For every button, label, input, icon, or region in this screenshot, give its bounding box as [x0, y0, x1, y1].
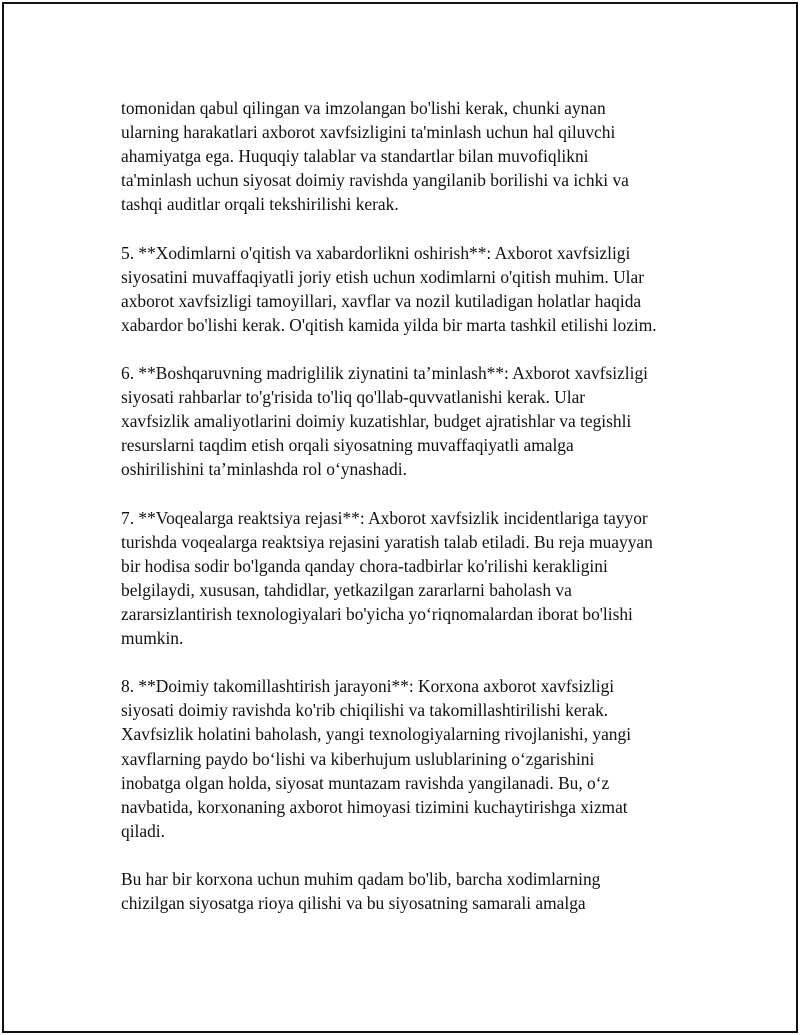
paragraph-item-8: 8. **Doimiy takomillashtirish jarayoni**: Korxona axborot xavfsizligi siyosati doimiy ravishda ko'rib chiqilishi va takomillashtirilishi kerak. Xavfsizlik holatini baholash, yangi texnologiyalarning rivojlanishi, yangi xavflarning paydo bo‘lishi va kiberhujum uslublarining o‘zgarishini inobatga olgan holda, siyosat muntazam ravishda yangilanadi. Bu, o‘z navbatida, korxonaning axborot himoyasi tizimini kuchaytirishga xizmat qiladi. [121, 676, 632, 841]
paragraph-item-6: 6. **Boshqaruvning madriglilik ziynatini ta’minlash**: Axborot xavfsizligi siyosati rahbarlar to'g'risida to'liq qo'llab-quvvatlanishi kerak. Ular xavfsizlik amaliyotlarini doimiy kuzatishlar, budget ajratishlar va tegishli resurslarni taqdim etish orqali siyosatning muvaffaqiyatli amalga oshirilishini ta’minlashda rol o‘ynashadi. [121, 363, 648, 480]
paragraph-conclusion: Bu har bir korxona uchun muhim qadam bo'lib, barcha xodimlarning chizilgan siyosatga rioya qilishi va bu siyosatning samarali amalga [121, 869, 601, 914]
page-border [2, 2, 798, 1033]
paragraph-item-5: 5. **Xodimlarni o'qitish va xabardorlikni oshirish**: Axborot xavfsizligi siyosatini muvaffaqiyatli joriy etish uchun xodimlarni o'qitish muhim. Ular axborot xavfsizligi tamoyillari, xavflar va nozil kutiladigan holatlar haqida xabardor bo'lishi kerak. O'qitish kamida yilda bir marta tashkil etilishi lozim. [121, 242, 657, 335]
document-body [121, 96, 721, 939]
paragraph-item-7: 7. **Voqealarga reaktsiya rejasi**: Axborot xavfsizlik incidentlariga tayyor turishda voqealarga reaktsiya rejasini yaratish talab etiladi. Bu reja muayyan bir hodisa sodir bo'lganda qanday chora-tadbirlar ko'rilishi kerakligini belgilaydi, xususan, tahdidlar, yetkazilgan zararlarni baholash va zararsizlantirish texnologiyalari bo'yicha yo‘riqnomalardan iborat bo'lishi mumkin. [121, 507, 653, 649]
paragraph-continuation: tomonidan qabul qilingan va imzolangan bo'lishi kerak, chunki aynan ularning harakatlari axborot xavfsizligini ta'minlash uchun hal qiluvchi ahamiyatga ega. Huquqiy talablar va standartlar bilan muvofiqlikni ta'minlash uchun siyosat doimiy ravishda yangilanib borilishi va ichki va tashqi auditlar orqali tekshirilishi kerak. [121, 98, 629, 215]
